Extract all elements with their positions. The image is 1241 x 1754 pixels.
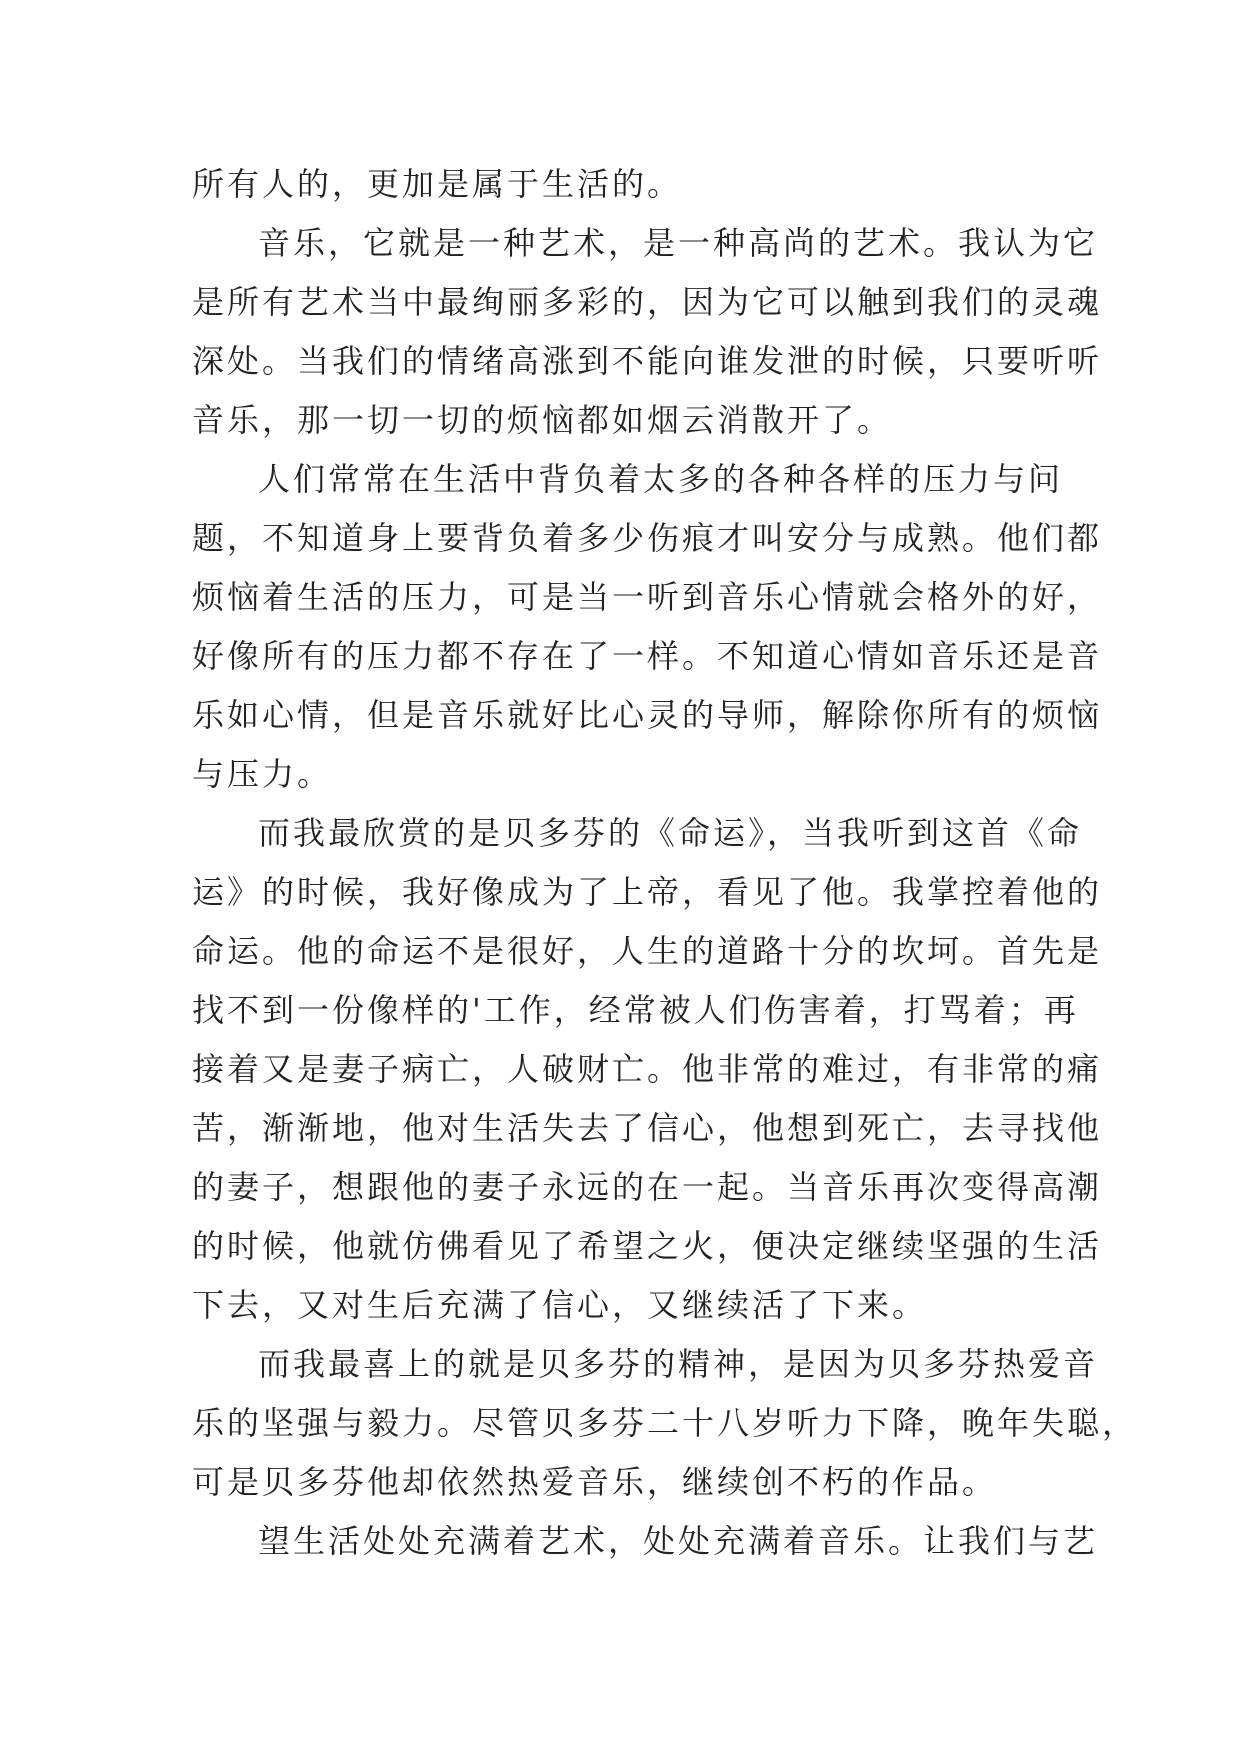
text-line: 下去，又对生后充满了信心，又继续活了下来。 — [192, 1286, 928, 1324]
text-line: 而我最喜上的就是贝多芬的精神，是因为贝多芬热爱音 — [258, 1345, 1099, 1383]
text-line: 深处。当我们的情绪高涨到不能向谁发泄的时候，只要听听 — [192, 342, 1103, 380]
text-line: 题，不知道身上要背负着多少伤痕才叫安分与成熟。他们都 — [192, 519, 1103, 557]
body-text — [192, 155, 1138, 1571]
text-line: 而我最欣赏的是贝多芬的《命运》，当我听到这首《命 — [258, 814, 1083, 852]
text-line: 乐如心情，但是音乐就好比心灵的导师，解除你所有的烦恼 — [192, 696, 1103, 734]
text-line: 找不到一份像样的'工作，经常被人们伤害着，打骂着；再 — [192, 991, 1079, 1029]
text-line: 可是贝多芬他却依然热爱音乐，继续创不朽的作品。 — [192, 1463, 998, 1501]
text-line: 音乐，它就是一种艺术，是一种高尚的艺术。我认为它 — [258, 224, 1099, 262]
text-line: 所有人的，更加是属于生活的。 — [192, 165, 683, 203]
text-line: 与压力。 — [192, 755, 333, 793]
text-line: 音乐，那一切一切的烦恼都如烟云消散开了。 — [192, 401, 893, 439]
text-line: 乐的坚强与毅力。尽管贝多芬二十八岁听力下降，晚年失聪， — [192, 1404, 1138, 1442]
text-line: 接着又是妻子病亡，人破财亡。他非常的难过，有非常的痛 — [192, 1050, 1103, 1088]
text-line: 的妻子，想跟他的妻子永远的在一起。当音乐再次变得高潮 — [192, 1168, 1103, 1206]
text-line: 的时候，他就仿佛看见了希望之火，便决定继续坚强的生活 — [192, 1227, 1103, 1265]
text-line: 好像所有的压力都不存在了一样。不知道心情如音乐还是音 — [192, 637, 1103, 675]
text-line: 苦，渐渐地，他对生活失去了信心，他想到死亡，去寻找他 — [192, 1109, 1103, 1147]
text-line: 望生活处处充满着艺术，处处充满着音乐。让我们与艺 — [258, 1522, 1099, 1560]
text-line: 人们常常在生活中背负着太多的各种各样的压力与问 — [258, 460, 1064, 498]
text-line: 是所有艺术当中最绚丽多彩的，因为它可以触到我们的灵魂 — [192, 283, 1103, 321]
text-line: 运》的时候，我好像成为了上帝，看见了他。我掌控着他的 — [192, 873, 1103, 911]
text-line: 命运。他的命运不是很好，人生的道路十分的坎坷。首先是 — [192, 932, 1103, 970]
text-line: 烦恼着生活的压力，可是当一听到音乐心情就会格外的好， — [192, 578, 1103, 616]
